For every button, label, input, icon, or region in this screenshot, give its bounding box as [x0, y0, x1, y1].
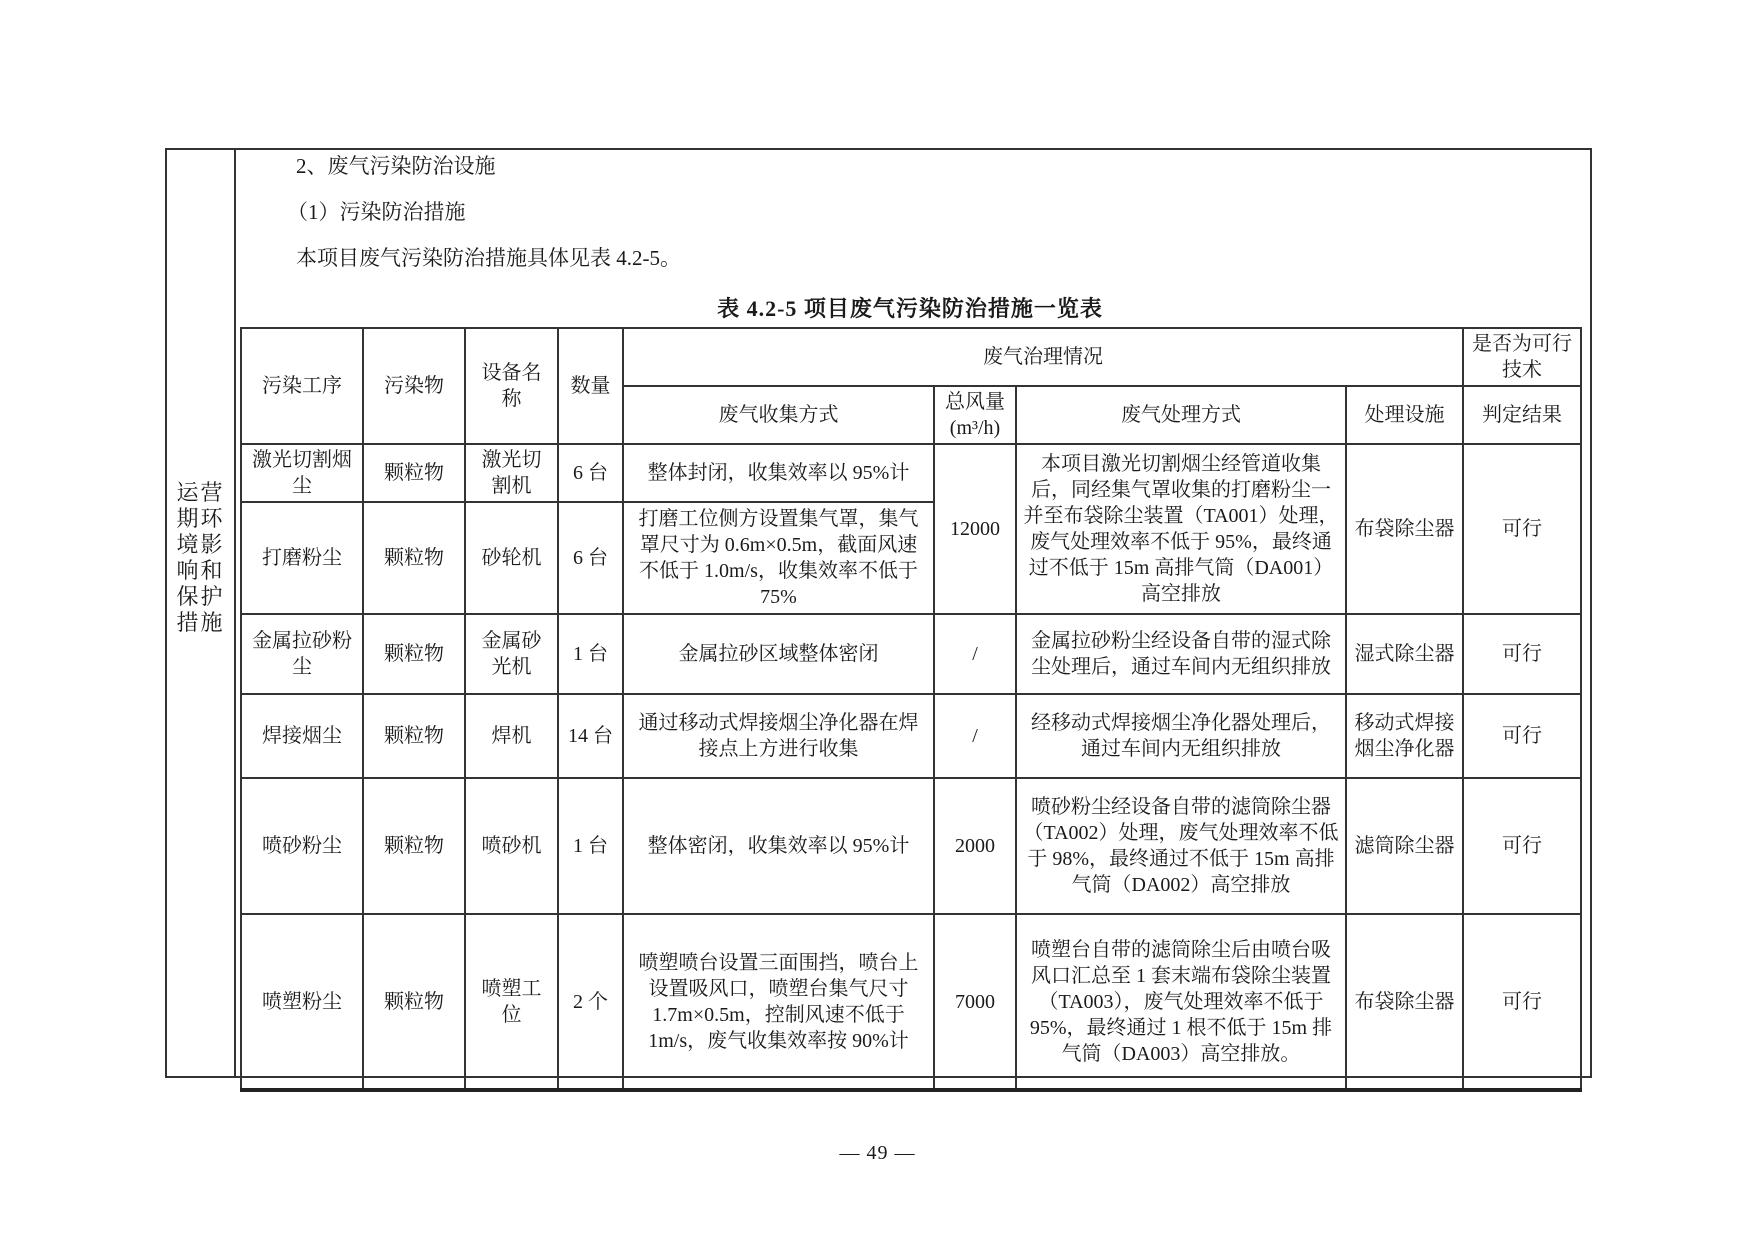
cell-quantity: 1 台: [558, 778, 623, 914]
cell-collection: 通过移动式焊接烟尘净化器在焊接点上方进行收集: [623, 694, 934, 778]
col-header-process: 污染工序: [241, 328, 363, 444]
cell-result: 可行: [1463, 614, 1581, 694]
cell-equipment: 砂轮机: [465, 502, 558, 614]
cell-facility: 滤筒除尘器: [1346, 778, 1463, 914]
cell-process: 激光切割烟尘: [241, 444, 363, 502]
cell-result: 可行: [1463, 694, 1581, 778]
col-header-collection: 废气收集方式: [623, 386, 934, 444]
page-number: — 49 —: [839, 1142, 916, 1164]
cell-quantity: 1 台: [558, 614, 623, 694]
intro-paragraph: 本项目废气污染防治措施具体见表 4.2-5。: [296, 246, 681, 270]
sidebar-label-line: 保护: [176, 584, 225, 609]
cell-collection: 喷塑喷台设置三面围挡，喷台上设置吸风口，喷塑台集气尺寸 1.7m×0.5m，控制风速不低于 1m/s，废气收集效率按 90%计: [623, 914, 934, 1090]
airflow-label: 总风量: [945, 391, 1005, 413]
sidebar-cell: [167, 150, 236, 1076]
sidebar-label-line: 境影: [176, 532, 225, 557]
table-row: [241, 614, 1581, 694]
cell-equipment: 激光切割机: [465, 444, 558, 502]
cell-pollutant: 颗粒物: [363, 502, 465, 614]
cell-facility: 布袋除尘器: [1346, 444, 1463, 614]
cell-quantity: 6 台: [558, 502, 623, 614]
cell-treatment: 经移动式焊接烟尘净化器处理后，通过车间内无组织排放: [1016, 694, 1346, 778]
cell-pollutant: 颗粒物: [363, 614, 465, 694]
cell-pollutant: 颗粒物: [363, 778, 465, 914]
cell-treatment: 喷砂粉尘经设备自带的滤筒除尘器（TA002）处理，废气处理效率不低于 98%，最终通过不低于 15m 高排气筒（DA002）高空排放: [1016, 778, 1346, 914]
table-row: [241, 778, 1581, 914]
cell-airflow: 7000: [934, 914, 1016, 1090]
cell-airflow: /: [934, 614, 1016, 694]
cell-facility: 湿式除尘器: [1346, 614, 1463, 694]
sidebar-label-line: 期环: [176, 506, 225, 531]
cell-pollutant: 颗粒物: [363, 444, 465, 502]
section-heading: 2、废气污染防治设施: [296, 154, 496, 178]
table-row: [241, 694, 1581, 778]
cell-equipment: 喷砂机: [465, 778, 558, 914]
cell-equipment: 喷塑工位: [465, 914, 558, 1090]
cell-treatment: 金属拉砂粉尘经设备自带的湿式除尘处理后，通过车间内无组织排放: [1016, 614, 1346, 694]
sidebar-label-line: 措施: [176, 610, 225, 635]
cell-result: 可行: [1463, 444, 1581, 614]
cell-airflow: 2000: [934, 778, 1016, 914]
table-row: [241, 914, 1581, 1090]
cell-result: 可行: [1463, 778, 1581, 914]
cell-collection: 整体密闭，收集效率以 95%计: [623, 778, 934, 914]
cell-process: 喷塑粉尘: [241, 914, 363, 1090]
col-header-treatment: 废气处理方式: [1016, 386, 1346, 444]
cell-process: 喷砂粉尘: [241, 778, 363, 914]
cell-quantity: 2 个: [558, 914, 623, 1090]
col-header-feasible-group: 是否为可行技术: [1463, 328, 1581, 386]
col-header-treatment-group: 废气治理情况: [623, 328, 1463, 386]
col-header-result: 判定结果: [1463, 386, 1581, 444]
sidebar-label-line: 运营: [176, 480, 225, 505]
cell-collection: 打磨工位侧方设置集气罩，集气罩尺寸为 0.6m×0.5m，截面风速不低于 1.0m/s，收集效率不低于 75%: [623, 502, 934, 614]
cell-quantity: 14 台: [558, 694, 623, 778]
cell-pollutant: 颗粒物: [363, 694, 465, 778]
airflow-unit: (m³/h): [949, 417, 1001, 439]
table-row: [241, 444, 1581, 502]
cell-facility: 布袋除尘器: [1346, 914, 1463, 1090]
header-row-top: [241, 328, 1581, 386]
cell-airflow: /: [934, 694, 1016, 778]
col-header-airflow: [934, 386, 1016, 444]
col-header-equipment: 设备名称: [465, 328, 558, 444]
cell-pollutant: 颗粒物: [363, 914, 465, 1090]
cell-treatment: 本项目激光切割烟尘经管道收集后，同经集气罩收集的打磨粉尘一并至布袋除尘装置（TA001）处理，废气处理效率不低于 95%，最终通过不低于 15m 高排气筒（DA001）高空排放: [1016, 444, 1346, 614]
col-header-quantity: 数量: [558, 328, 623, 444]
sidebar-label-line: 响和: [176, 558, 225, 583]
col-header-facility: 处理设施: [1346, 386, 1463, 444]
col-header-pollutant: 污染物: [363, 328, 465, 444]
cell-result: 可行: [1463, 914, 1581, 1090]
cell-airflow: 12000: [934, 444, 1016, 614]
sub-heading: （1）污染防治措施: [287, 200, 466, 224]
cell-collection: 整体封闭，收集效率以 95%计: [623, 444, 934, 502]
cell-collection: 金属拉砂区域整体密闭: [623, 614, 934, 694]
cell-facility: 移动式焊接烟尘净化器: [1346, 694, 1463, 778]
cell-process: 打磨粉尘: [241, 502, 363, 614]
cell-equipment: 金属砂光机: [465, 614, 558, 694]
cell-equipment: 焊机: [465, 694, 558, 778]
cell-process: 金属拉砂粉尘: [241, 614, 363, 694]
cell-process: 焊接烟尘: [241, 694, 363, 778]
cell-quantity: 6 台: [558, 444, 623, 502]
cell-treatment: 喷塑台自带的滤筒除尘后由喷台吸风口汇总至 1 套末端布袋除尘装置（TA003），废气处理效率不低于 95%，最终通过 1 根不低于 15m 排气筒（DA003）高空排放。: [1016, 914, 1346, 1090]
measures-table: [240, 327, 1582, 1092]
table-title: 表 4.2-5 项目废气污染防治措施一览表: [717, 296, 1103, 321]
